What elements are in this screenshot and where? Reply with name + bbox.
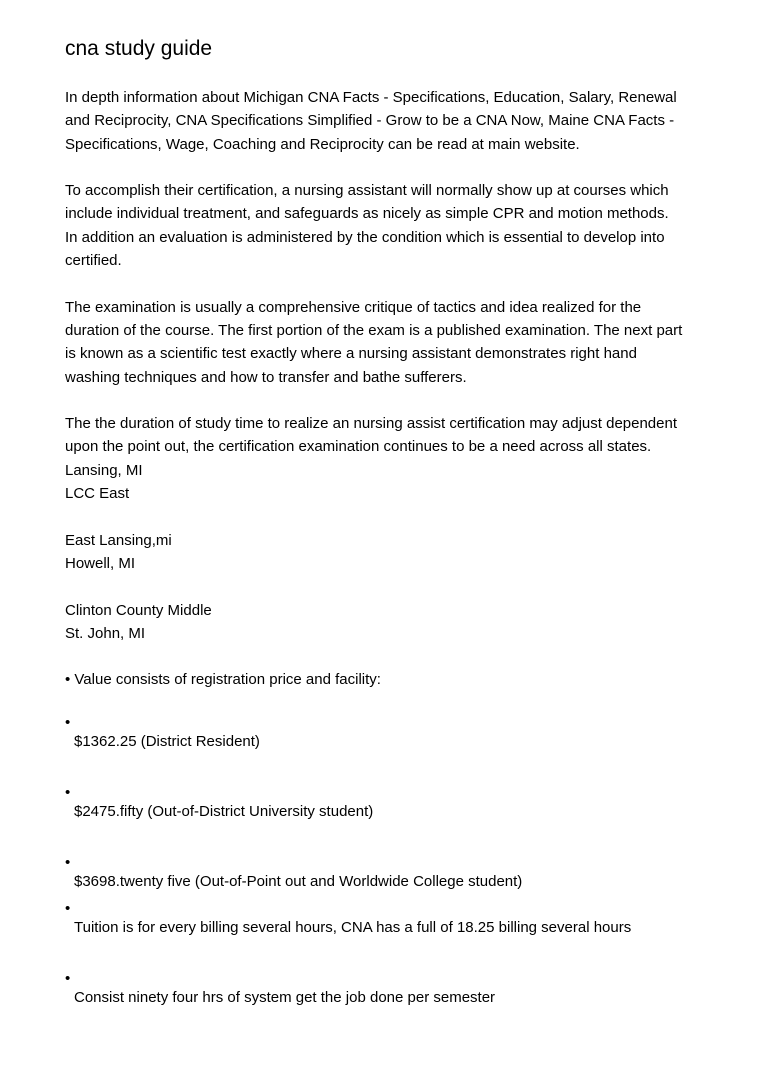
list-item-text: Tuition is for every billing several hours, CNA has a full of 18.25 billing several hours [74,919,632,936]
list-item-text: Consist ninety four hrs of system get the job done per semester [74,989,496,1006]
document-body [65,86,725,692]
list-item-text: $2475.fifty (Out-of-District University student) [74,803,374,820]
text-line: is known as a scientific test exactly where a nursing assistant demonstrates right hand [65,345,637,363]
location-line: Lansing, MI [65,461,143,479]
list-item [65,970,495,1008]
text-line: certified. [65,252,122,270]
list-intro: • Value consists of registration price and facility: [65,671,381,689]
location-line: St. John, MI [65,624,146,642]
paragraph-study-time [65,412,725,505]
text-line: Specifications, Wage, Coaching and Reciprocity can be read at main website. [65,135,580,153]
text-line: include individual treatment, and safeguards as nicely as simple CPR and motion methods. [65,205,669,223]
list-item [65,714,260,752]
bullet-icon: • [65,900,71,917]
text-line: To accomplish their certification, a nursing assistant will normally show up at courses which [65,182,669,200]
text-line: and Reciprocity, CNA Specifications Simplified - Grow to be a CNA Now, Maine CNA Facts - [65,112,675,130]
text-line: The the duration of study time to realize an nursing assist certification may adjust dependent [65,415,678,433]
list-item [65,854,522,892]
text-line: upon the point out, the certification examination continues to be a need across all states. [65,438,652,456]
text-line: washing techniques and how to transfer and bathe sufferers. [65,368,467,386]
page-title: cna study guide [65,37,213,60]
text-line: The examination is usually a comprehensive critique of tactics and idea realized for the [65,298,642,316]
paragraph-locations-1 [65,529,725,576]
paragraph-intro [65,86,725,156]
location-line: East Lansing,mi [65,531,172,549]
paragraph-locations-2 [65,599,725,646]
bullet-icon: • [65,854,71,871]
paragraph-value-intro [65,668,725,691]
text-line: duration of the course. The first portion of the exam is a published examination. The next part [65,321,683,339]
location-line: Howell, MI [65,554,136,572]
location-line: Clinton County Middle [65,601,212,619]
list-item [65,784,373,822]
paragraph-examination [65,296,725,389]
paragraph-certification [65,179,725,272]
list-item [65,900,631,938]
list-item-text: $3698.twenty five (Out-of-Point out and Worldwide College student) [74,873,523,890]
list-item-text: $1362.25 (District Resident) [74,733,260,750]
location-line: LCC East [65,485,130,503]
bullet-icon: • [65,970,71,987]
bullet-icon: • [65,714,71,731]
text-line: In addition an evaluation is administered by the condition which is essential to develop into [65,228,665,246]
bullet-icon: • [65,784,71,801]
text-line: In depth information about Michigan CNA Facts - Specifications, Education, Salary, Renewal [65,89,677,106]
